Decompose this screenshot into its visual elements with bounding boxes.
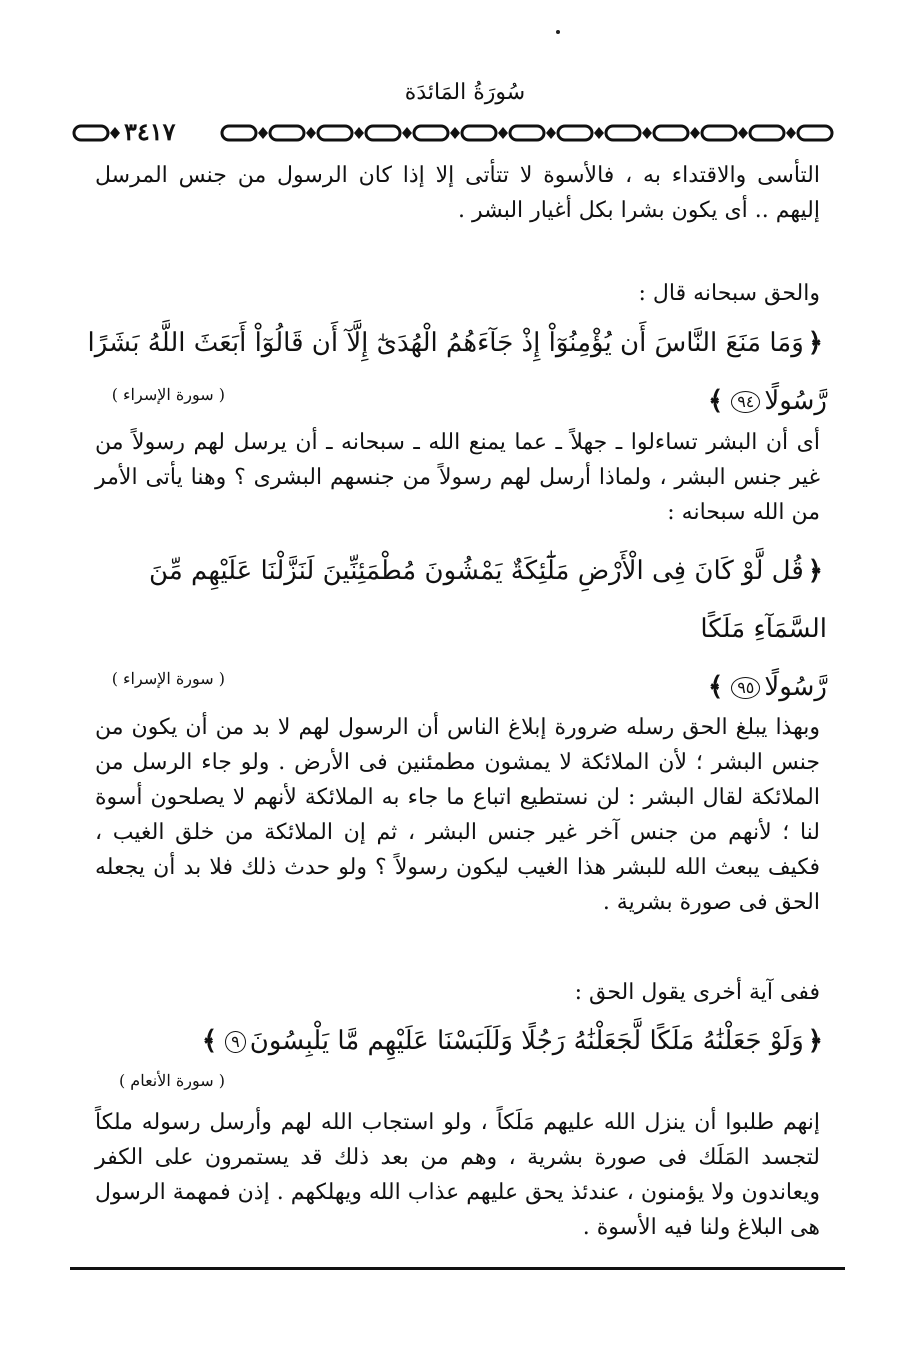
page-number: ٣٤١٧ bbox=[120, 118, 180, 146]
verse-text: قُل لَّوْ كَانَ فِى الْأَرْضِ مَلَٰٓئِكَةٌ يَمْشُونَ مُطْمَئِنِّينَ لَنَزَّلْنَا عَلَيْهِم مِّنَ السَّمَآءِ مَلَكًا bbox=[149, 556, 827, 644]
verse-text: رَّسُولًا bbox=[764, 672, 827, 702]
page-mark bbox=[556, 30, 560, 34]
paragraph-4: إنهم طلبوا أن ينزل الله عليهم مَلَكاً ، ولو استجاب الله لهم وأرسل رسوله ملكاً لتجسد المَلَك فى صورة بشرية ، وهم من بعد ذلك قد يستمرون على الكفر ويعاندون ولا يؤمنون ، عندئذ يحق عليهم عذاب الله ويهلكهم . إذن فمهمة الرسول هى البلاغ ولنا فيه الأسوة . bbox=[95, 1110, 820, 1240]
verse-open-bracket: ﴿ bbox=[807, 1026, 823, 1056]
quran-verse-1 bbox=[87, 314, 827, 430]
verse-number: ٩٥ bbox=[731, 677, 760, 699]
quran-verse-3 bbox=[87, 1012, 827, 1070]
verse-close-bracket: ﴾ bbox=[201, 1026, 218, 1056]
surah-title: سُورَةُ المَائدَة bbox=[404, 80, 526, 105]
verse-source-2: ( سورة الإسراء ) bbox=[111, 669, 225, 688]
verse-intro-1: والحق سبحانه قال : bbox=[638, 281, 820, 306]
paragraph-3: وبهذا يبلغ الحق رسله ضرورة إبلاغ الناس أن الرسول لهم لا بد من أن يكون من جنس البشر ؛ لأن الملائكة لا يمشون مطمئنين فى الأرض . ولو جاء الرسل من الملائكة لقال البشر : لن نستطيع اتباع ما جاء به الملائكة لأنهم لا يصلحون أسوة لنا ؛ لأنهم من جنس آخر غير جنس البشر ، ثم إن الملائكة من خلق الغيب ، فكيف يبعث الله للبشر هذا الغيب ليكون رسولاً ؟ ولو حدث ذلك فلا بد أن يجعله الحق فى صورة بشرية . bbox=[95, 715, 820, 915]
verse-close-bracket: ﴾ bbox=[707, 672, 724, 702]
verse-text: وَمَا مَنَعَ النَّاسَ أَن يُؤْمِنُوٓاْ إِذْ جَآءَهُمُ الْهُدَىٰٓ إِلَّآ أَن قَالُوٓاْ أَبَعَثَ اللَّهُ بَشَرًا رَّسُولًا bbox=[87, 328, 827, 416]
header-ornament-band bbox=[70, 118, 840, 148]
verse-open-bracket: ﴿ bbox=[807, 328, 823, 358]
paragraph-2: أى أن البشر تساءلوا ـ جهلاً ـ عما يمنع الله ـ سبحانه ـ أن يرسل لهم رسولاً من غير جنس البشر ، ولماذا أرسل لهم رسولاً من جنسهم البشرى ؟ وهنا يأتى الأمر من الله سبحانه : bbox=[95, 430, 820, 525]
verse-text: وَلَوْ جَعَلْنَٰهُ مَلَكًا لَّجَعَلْنَٰهُ رَجُلًا وَلَلَبَسْنَا عَلَيْهِم مَّا يَلْبِسُونَ bbox=[249, 1026, 804, 1056]
verse-line-1 bbox=[87, 542, 827, 658]
verse-number: ٩٤ bbox=[731, 391, 760, 413]
verse-number: ٩ bbox=[225, 1031, 246, 1053]
verse-intro-2: ففى آية أخرى يقول الحق : bbox=[574, 980, 820, 1005]
verse-source-3: ( سورة الأنعام ) bbox=[118, 1071, 225, 1090]
footer-rule bbox=[70, 1267, 845, 1270]
verse-open-bracket: ﴿ bbox=[807, 556, 823, 586]
verse-close-bracket: ﴾ bbox=[707, 386, 724, 416]
ornament-chain bbox=[70, 118, 840, 148]
verse-source-1: ( سورة الإسراء ) bbox=[111, 385, 225, 404]
paragraph-1: التأسى والاقتداء به ، فالأسوة لا تتأتى إلا إذا كان الرسول من جنس المرسل إليهم .. أى يكون بشرا بكل أغيار البشر . bbox=[95, 163, 820, 223]
